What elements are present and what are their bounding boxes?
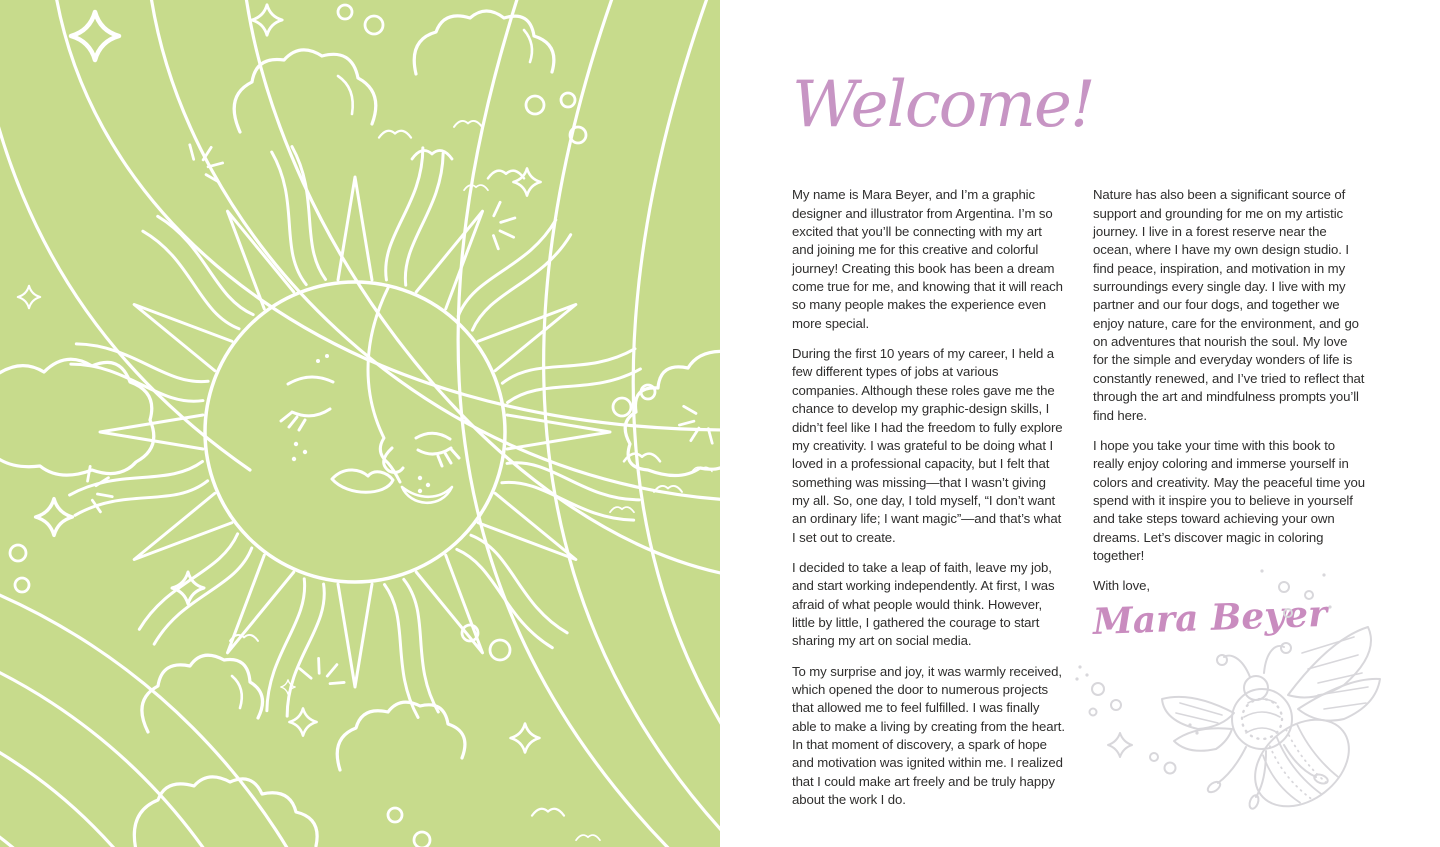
paragraph-surprise: To my surprise and joy, it was warmly received, which opened the door to numerous projects that allowed me to feel fulfilled. I was finally able to make a living by creating from the heart. In that moment of discovery, a spark of hope and motivation was ignited within me. I realized that I could make art freely and be truly happy about the work I do. bbox=[792, 663, 1065, 808]
closing-line: With love, bbox=[1093, 578, 1150, 594]
letter-columns bbox=[792, 186, 1366, 821]
rainbow-arcs-top-left bbox=[0, 0, 720, 575]
right-page bbox=[720, 0, 1440, 847]
paragraph-intro: My name is Mara Beyer, and I’m a graphic designer and illustrator from Argentina. I’m so excited that you’ll be connecting with my art and joining me for this creative and colorful journey! Creating this book has been a dream come true for me, and knowing that it will reach so many people makes the experience even more special. bbox=[792, 187, 1063, 331]
paragraph-leap: I decided to take a leap of faith, leave my job, and start working independently. At first, I was afraid of what people would think. However, little by little, I gathered the courage to start sharing my art on social media. bbox=[792, 559, 1055, 649]
author-signature: Mara Beyer bbox=[1092, 592, 1328, 643]
paragraph-nature: Nature has also been a significant source of support and grounding for me on my artistic journey. I live in a forest reserve near the ocean, where I have my own design studio. I find peace, inspiration, and motivation in my surroundings every single day. I live with my partner and our four dogs, and together we enjoy nature, care for the environment, and go on adventures that nourish the soul. My love for the simple and everyday wonders of life is constantly renewed, and I’ve tried to reflect that through the art and mindfulness prompts you’ll find here. bbox=[1093, 187, 1365, 423]
sun-moon-face bbox=[205, 282, 505, 582]
page-title: Welcome! bbox=[792, 68, 1094, 142]
paragraph-career: During the first 10 years of my career, I held a few different types of jobs at various companies. Although these roles gave me the chance to develop my graphic-design skills, I didn’t feel like I had the freedom to fully explore my creativity. I was grateful to be doing what I loved in a professional capacity, but I felt that something was missing—that I wasn’t giving my all. So, one day, I told myself, “I don’t want an ordinary life; I want magic”—and that’s what I set out to create. bbox=[792, 346, 1063, 545]
text-column-1 bbox=[792, 186, 1065, 821]
text-column-2 bbox=[1093, 186, 1366, 821]
paragraph-hope: I hope you take your time with this book to really enjoy coloring and immerse yourself in colors and creativity. May the peaceful time you spend with it inspire you to believe in yourself and take steps toward achieving your own dreams. Let’s discover magic in coloring together! bbox=[1093, 437, 1366, 563]
